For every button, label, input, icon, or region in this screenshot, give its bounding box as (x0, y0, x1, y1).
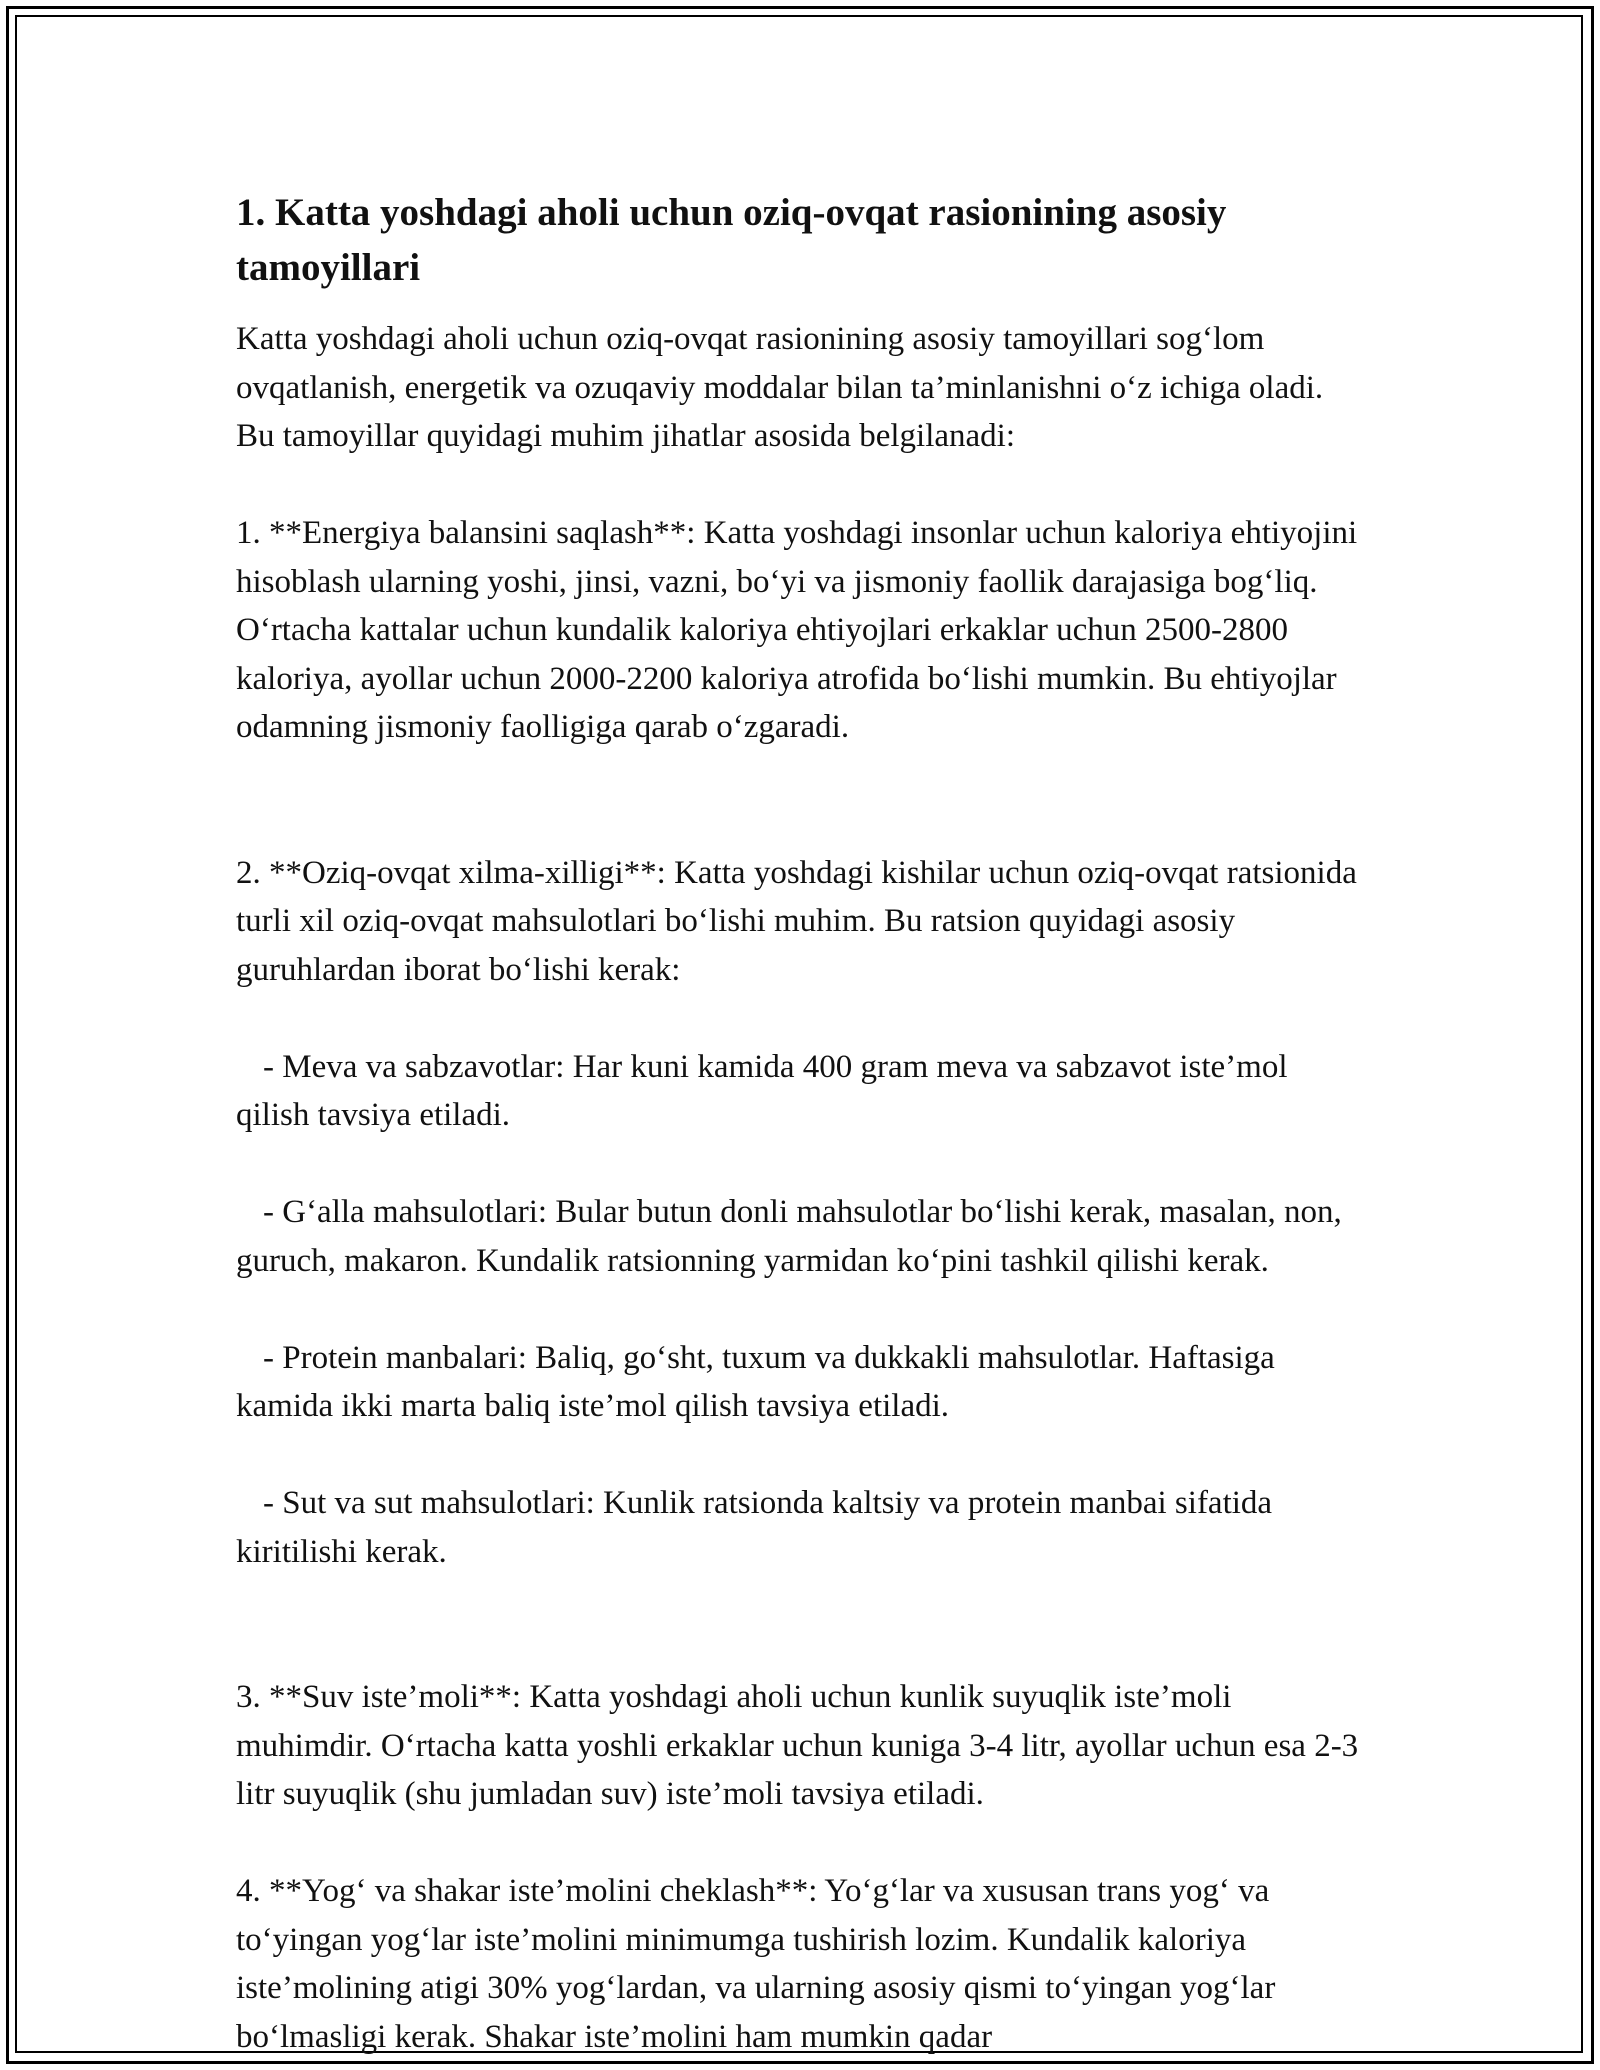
section-fat-sugar-limit: 4. **Yog‘ va shakar iste’molini cheklash**: Yo‘g‘lar va xususan trans yog‘ va to‘yingan yog‘lar iste’molini minimumga tushirish lozim. Kundalik kaloriya iste’molining atigi 30% yog‘lardan, va ularning asosiy qismi to‘yingan yog‘lar bo‘lmasligi kerak. Shakar iste’molini ham mumkin qadar (236, 1873, 1276, 2055)
paragraph-spacer (236, 1625, 1366, 1674)
section-food-variety (236, 800, 1366, 1625)
intro-paragraph: Katta yoshdagi aholi uchun oziq-ovqat rasionining asosiy tamoyillari sog‘lom ovqatlanish, energetik va ozuqaviy moddalar bilan ta’minlanishni o‘z ichiga oladi. Bu tamoyillar quyidagi muhim jihatlar asosida belgilanadi: (236, 321, 1324, 454)
list-item-protein-sources: - Protein manbalari: Baliq, go‘sht, tuxum va dukkakli mahsulotlar. Haftasiga kamida ikki marta baliq iste’mol qilish tavsiya etiladi. (236, 1339, 1275, 1424)
list-item-dairy-products: - Sut va sut mahsulotlari: Kunlik ratsionda kaltsiy va protein manbai sifatida kiritilishi kerak. (236, 1485, 1273, 1570)
document-title: 1. Katta yoshdagi aholi uchun oziq-ovqat rasionining asosiy tamoyillari (236, 191, 1227, 289)
paragraph-spacer (236, 752, 1366, 801)
list-item-grain-products: - G‘alla mahsulotlari: Bular butun donli mahsulotlar bo‘lishi kerak, masalan, non, guruch, makaron. Kundalik ratsionning yarmidan ko‘pini tashkil qilishi kerak. (236, 1194, 1342, 1279)
document-body (236, 185, 1366, 2061)
list-item-fruits-vegetables: - Meva va sabzavotlar: Har kuni kamida 400 gram meva va sabzavot iste’mol qilish tavsiya etiladi. (236, 1048, 1288, 1133)
section-water-intake: 3. **Suv iste’moli**: Katta yoshdagi aholi uchun kunlik suyuqlik iste’moli muhimdir. O‘rtacha katta yoshli erkaklar uchun kuniga 3-4 litr, ayollar uchun esa 2-3 litr suyuqlik (shu jumladan suv) iste’moli tavsiya etiladi. (236, 1679, 1359, 1812)
paragraph-spacer (236, 1819, 1366, 1868)
section-energy-balance: 1. **Energiya balansini saqlash**: Katta yoshdagi insonlar uchun kaloriya ehtiyojini hisoblash ularning yoshi, jinsi, vazni, bo‘yi va jismoniy faollik darajasiga bog‘liq. O‘rtacha kattalar uchun kundalik kaloriya ehtiyojlari erkaklar uchun 2500-2800 kaloriya, ayollar uchun 2000-2200 kaloriya atrofida bo‘lishi mumkin. Bu ehtiyojlar odamning jismoniy faolligiga qarab o‘zgaradi. (236, 515, 1358, 745)
section-food-variety-lead: 2. **Oziq-ovqat xilma-xilligi**: Katta yoshdagi kishilar uchun oziq-ovqat ratsionida turli xil oziq-ovqat mahsulotlari bo‘lishi muhim. Bu ratsion quyidagi asosiy guruhlardan iborat bo‘lishi kerak: (236, 854, 1357, 988)
paragraph-spacer (236, 461, 1366, 510)
